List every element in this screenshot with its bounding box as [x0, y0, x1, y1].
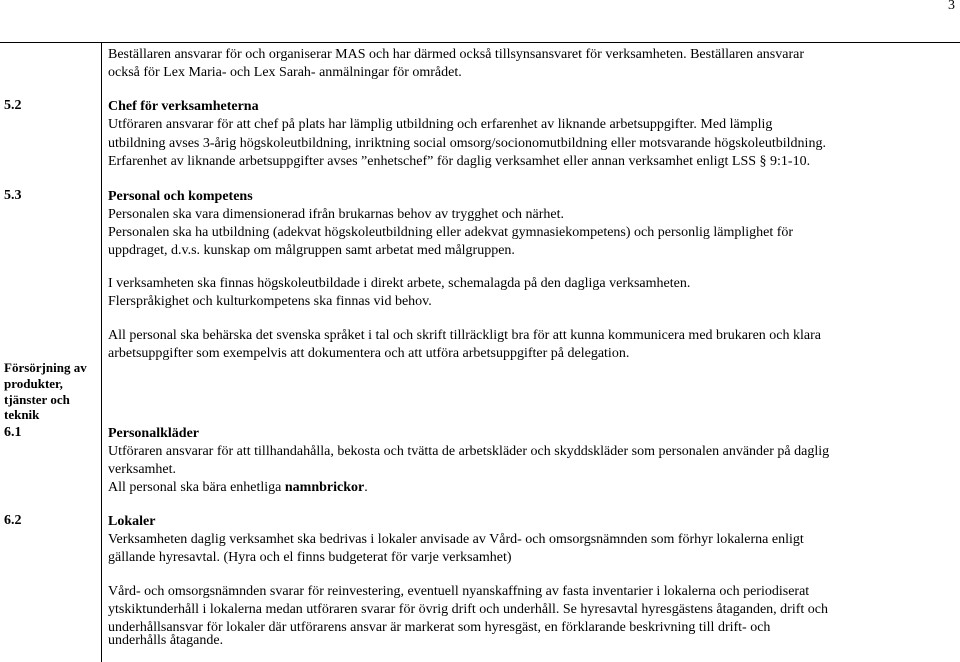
section-5-2-number: 5.2 [4, 98, 22, 113]
section-5-3-line: uppdraget, d.v.s. kunskap om målgruppen samt arbetat med målgruppen. [108, 243, 515, 258]
page-number: 3 [948, 0, 955, 13]
table-column-divider [101, 42, 102, 662]
section-6-2-line: underhålls åtagande. [108, 633, 224, 648]
table-top-border [0, 42, 960, 43]
section-5-3-line: Personalen ska ha utbildning (adekvat högskoleutbildning eller adekvat gymnasiekompetens) och personlig lämplighet för [108, 225, 794, 240]
section-6-2-line: Verksamheten daglig verksamhet ska bedrivas i lokaler anvisade av Vård- och omsorgsnämnden som förhyr lokalerna enligt [108, 532, 804, 547]
section-5-2-title: Chef för verksamheterna [108, 99, 259, 114]
section-6-2-line: ytskiktunderhåll i lokalerna medan utföraren svarar för övrig drift och underhåll. Se hyresavtal hyresgästens åtaganden, drift och [108, 602, 828, 617]
section-6-1-title: Personalkläder [108, 426, 199, 441]
section-6-2-number: 6.2 [4, 513, 22, 528]
last-line-suffix: . [364, 480, 368, 495]
section-6-2-line: underhållsansvar för lokaler där utförarens ansvar är markerat som hyresgäst, en förklarande beskrivning till drift- och [108, 620, 771, 635]
last-line-prefix: All personal ska bära enhetliga [108, 480, 285, 495]
section-5-3-line: All personal ska behärska det svenska språket i tal och skrift tillräckligt bra för att kunna kommunicera med brukaren och klara [108, 328, 821, 343]
section-6-2-line: gällande hyresavtal. (Hyra och el finns budgeterat för varje verksamhet) [108, 550, 512, 565]
section-6-2-title: Lokaler [108, 514, 156, 529]
intro-line-2: också för Lex Maria- och Lex Sarah- anmälningar för området. [108, 65, 462, 80]
section-5-3-line: I verksamheten ska finnas högskoleutbildade i direkt arbete, schemalagda på den dagliga verksamheten. [108, 276, 691, 291]
section-5-3-line: Flerspråkighet och kulturkompetens ska finnas vid behov. [108, 294, 432, 309]
section-6-heading: Försörjning av produkter, tjänster och teknik [4, 360, 87, 423]
section-6-1-last-line [108, 479, 368, 497]
section-5-3-line: Personalen ska vara dimensionerad ifrån brukarnas behov av trygghet och närhet. [108, 207, 565, 222]
section-5-2-line: Utföraren ansvarar för att chef på plats har lämplig utbildning och erfarenhet av liknande arbetsuppgifter. Med lämplig [108, 117, 773, 132]
intro-line-1: Beställaren ansvarar för och organiserar MAS och har därmed också tillsynsansvaret för verksamheten. Beställaren ansvarar [108, 47, 804, 62]
section-5-3-title: Personal och kompetens [108, 189, 253, 204]
section-6-2-line: Vård- och omsorgsnämnden svarar för reinvestering, eventuell nyanskaffning av fasta inventarier i lokalerna och periodiserat [108, 584, 810, 599]
section-6-1-number: 6.1 [4, 425, 22, 440]
section-6-1-line: Utföraren ansvarar för att tillhandahålla, bekosta och tvätta de arbetskläder och skyddskläder som personalen använder på daglig [108, 444, 830, 459]
namnbrickor-text: namnbrickor [284, 480, 365, 495]
section-5-3-number: 5.3 [4, 188, 22, 203]
section-5-2-line: Erfarenhet av liknande arbetsuppgifter avses ”enhetschef” för daglig verksamhet eller annan verksamhet enligt LSS § 9:1-10. [108, 154, 811, 169]
section-6-1-line: verksamhet. [108, 462, 177, 477]
section-5-2-line: utbildning avses 3-årig högskoleutbildning, inriktning social omsorg/socionomutbildning eller motsvarande högskoleutbildning. [108, 136, 826, 151]
section-5-3-line: arbetsuppgifter som exempelvis att dokumentera och att utföra arbetsuppgifter på delegation. [108, 346, 630, 361]
